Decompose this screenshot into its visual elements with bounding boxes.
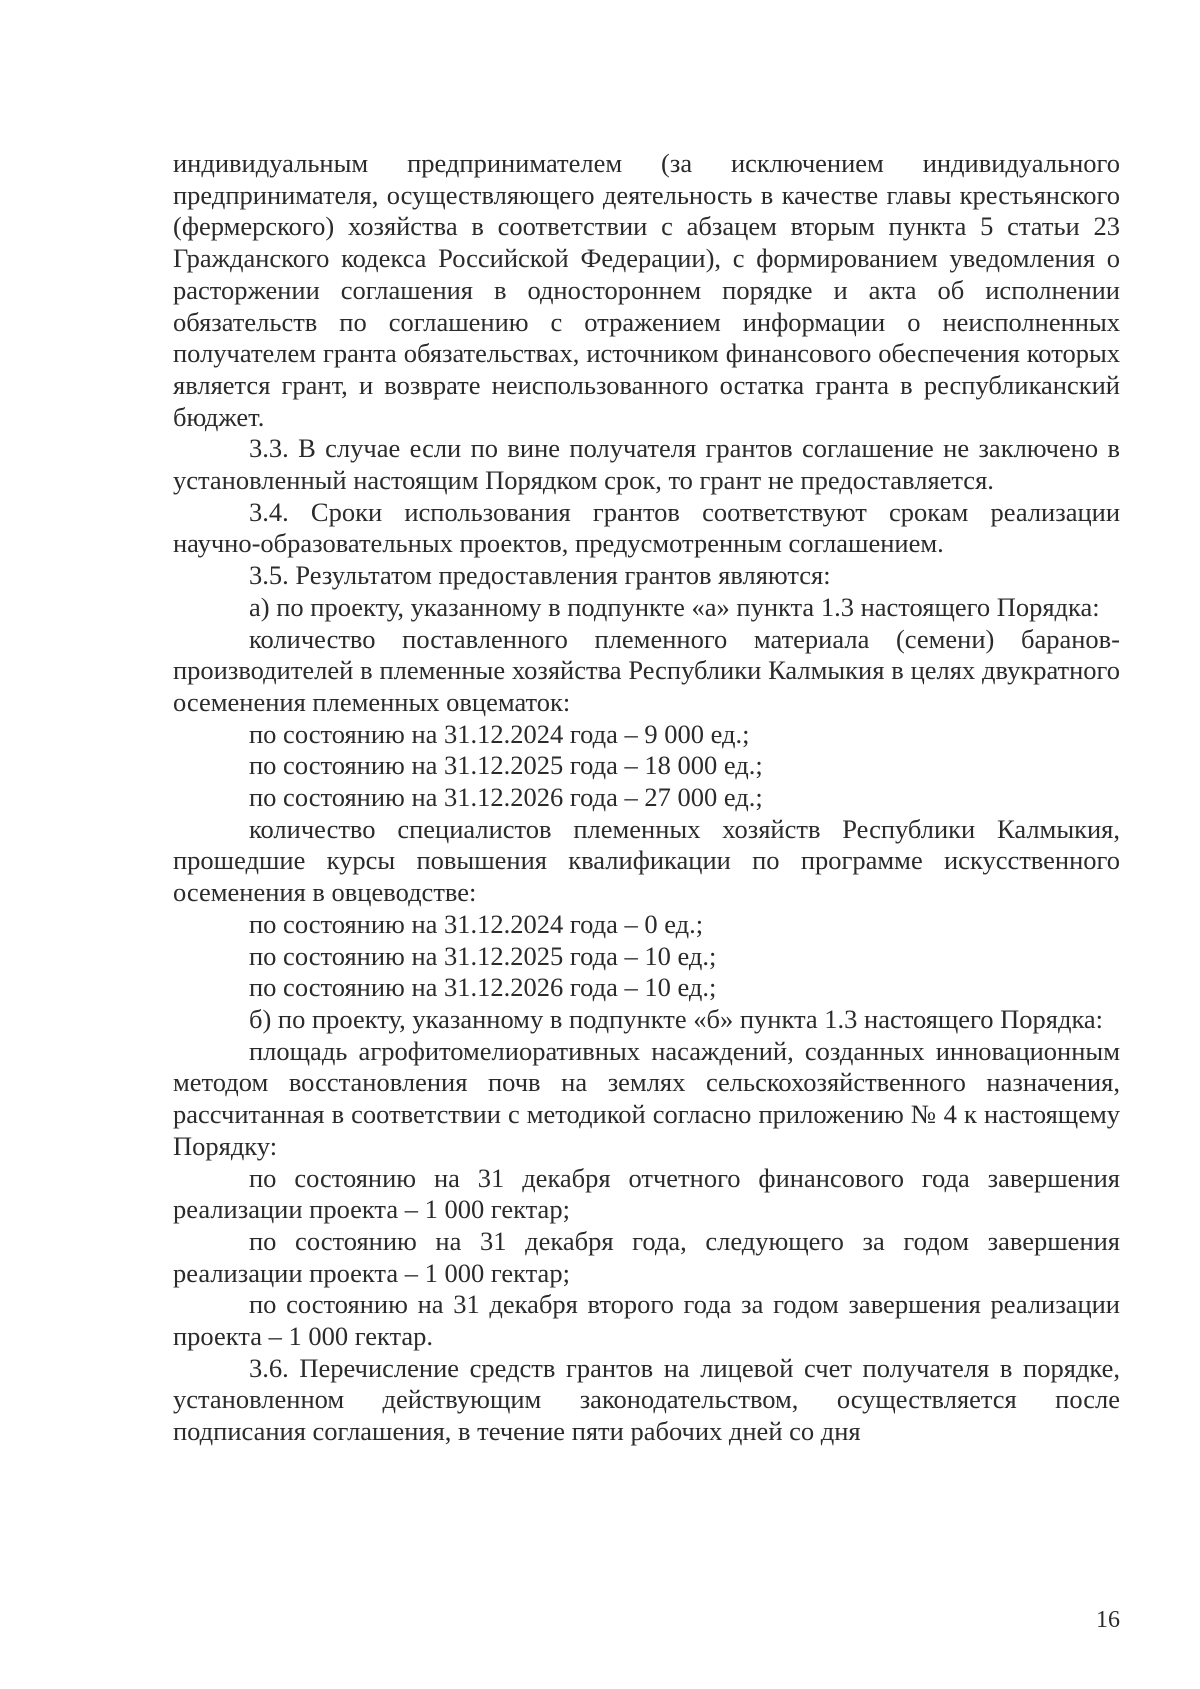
paragraph-3-6: 3.6. Перечисление средств грантов на лицевой счет получателя в порядке, установленном действующим законодательством, осуществляется после подписания соглашения, в течение пяти рабочих дней со дня bbox=[173, 1352, 1120, 1447]
paragraph-3-5: 3.5. Результатом предоставления грантов являются: bbox=[249, 560, 831, 591]
list-item: по состоянию на 31 декабря второго года за годом завершения реализации проекта – 1 000 гектар. bbox=[173, 1289, 1120, 1352]
document-body bbox=[173, 148, 1120, 1448]
list-item: по состоянию на 31.12.2024 года – 9 000 ед.; bbox=[249, 718, 750, 749]
list-item: по состоянию на 31 декабря года, следующего за годом завершения реализации проекта – 1 000 гектар; bbox=[173, 1225, 1120, 1288]
subparagraph-a: а) по проекту, указанному в подпункте «а» пункта 1.3 настоящего Порядка: bbox=[249, 591, 1100, 622]
paragraph-continuation: индивидуальным предпринимателем (за исключением индивидуального предпринимателя, осуществляющего деятельность в качестве главы крестьянского (фермерского) хозяйства в соответствии с абзацем вторым пункта 5 статьи 23 Гражданского кодекса Российской Федерации), с формированием уведомления о расторжении соглашения в одностороннем порядке и акта об исполнении обязательств по соглашению с отражением информации о неисполненных получателем гранта обязательствах, источником финансового обеспечения которых является грант, и возврате неиспользованного остатка гранта в республиканский бюджет. bbox=[173, 148, 1120, 432]
paragraph-3-4: 3.4. Сроки использования грантов соответствуют срокам реализации научно-образовательных проектов, предусмотренным соглашением. bbox=[173, 496, 1120, 559]
indicator-breeding-material: количество поставленного племенного материала (семени) баранов-производителей в племенные хозяйства Республики Калмыкия в целях двукратного осеменения племенных овцематок: bbox=[173, 623, 1120, 717]
subparagraph-b: б) по проекту, указанному в подпункте «б» пункта 1.3 настоящего Порядка: bbox=[249, 1003, 1104, 1034]
list-item: по состоянию на 31.12.2025 года – 18 000 ед.; bbox=[249, 750, 763, 781]
list-item: по состоянию на 31.12.2026 года – 27 000 ед.; bbox=[249, 782, 763, 813]
page-number: 16 bbox=[1096, 1607, 1120, 1633]
list-item: по состоянию на 31 декабря отчетного финансового года завершения реализации проекта – 1 000 гектар; bbox=[173, 1162, 1120, 1225]
list-item: по состоянию на 31.12.2025 года – 10 ед.; bbox=[249, 940, 717, 971]
paragraph-3-3: 3.3. В случае если по вине получателя грантов соглашение не заключено в установленный настоящим Порядком срок, то грант не предоставляется. bbox=[173, 433, 1120, 496]
list-item: по состоянию на 31.12.2024 года – 0 ед.; bbox=[249, 908, 704, 939]
indicator-specialists: количество специалистов племенных хозяйств Республики Калмыкия, прошедшие курсы повышения квалификации по программе искусственного осеменения в овцеводстве: bbox=[173, 813, 1120, 908]
indicator-plantings-area: площадь агрофитомелиоративных насаждений, созданных инновационным методом восстановления почв на землях сельскохозяйственного назначения, рассчитанная в соответствии с методикой согласно приложению № 4 к настоящему Порядку: bbox=[173, 1035, 1120, 1161]
list-item: по состоянию на 31.12.2026 года – 10 ед.; bbox=[249, 972, 717, 1003]
